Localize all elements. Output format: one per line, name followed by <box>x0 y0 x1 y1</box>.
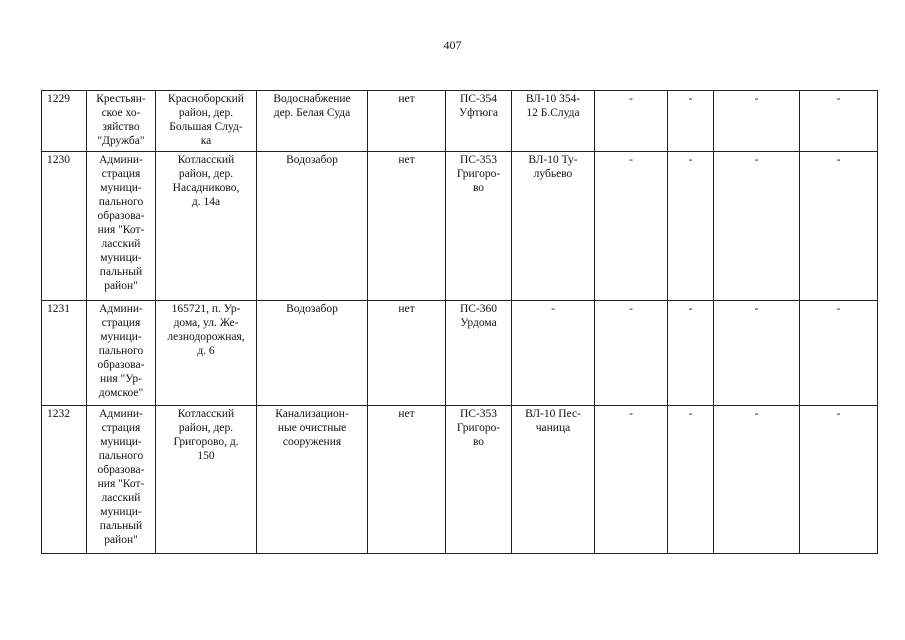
value-cell: - <box>595 152 668 301</box>
flag-cell: нет <box>368 301 446 406</box>
power-line-cell: ВЛ-10 Ту- лубьево <box>512 152 595 301</box>
substation-cell: ПС-354 Уфтюга <box>446 91 512 152</box>
owner-cell: Админи- страция муници- пального образова- ния "Кот- ласский муници- пальный район" <box>87 152 156 301</box>
value-cell: - <box>595 406 668 554</box>
value-cell: - <box>714 152 800 301</box>
row-number: 1230 <box>42 152 87 301</box>
address-cell: Котласский район, дер. Григорово, д. 150 <box>156 406 257 554</box>
value-cell: - <box>714 406 800 554</box>
flag-cell: нет <box>368 152 446 301</box>
value-cell: - <box>800 91 878 152</box>
value-cell: - <box>668 152 714 301</box>
value-cell: - <box>668 301 714 406</box>
flag-cell: нет <box>368 406 446 554</box>
row-number: 1232 <box>42 406 87 554</box>
power-line-cell: - <box>512 301 595 406</box>
substation-cell: ПС-353 Григоро- во <box>446 152 512 301</box>
value-cell: - <box>668 91 714 152</box>
owner-cell: Админи- страция муници- пального образова- ния "Кот- ласский муници- пальный район" <box>87 406 156 554</box>
flag-cell: нет <box>368 91 446 152</box>
object-cell: Водозабор <box>257 152 368 301</box>
value-cell: - <box>800 152 878 301</box>
table-row <box>42 301 878 406</box>
value-cell: - <box>595 301 668 406</box>
owner-cell: Крестьян- ское хо- зяйство "Дружба" <box>87 91 156 152</box>
value-cell: - <box>595 91 668 152</box>
row-number: 1229 <box>42 91 87 152</box>
table-row <box>42 406 878 554</box>
value-cell: - <box>714 91 800 152</box>
substation-cell: ПС-360 Урдома <box>446 301 512 406</box>
row-number: 1231 <box>42 301 87 406</box>
object-cell: Водоснабжение дер. Белая Суда <box>257 91 368 152</box>
address-cell: Красноборский район, дер. Большая Слуд- ка <box>156 91 257 152</box>
object-cell: Канализацион- ные очистные сооружения <box>257 406 368 554</box>
page-number: 407 <box>443 38 462 52</box>
substation-cell: ПС-353 Григоро- во <box>446 406 512 554</box>
registry-table <box>41 90 878 554</box>
object-cell: Водозабор <box>257 301 368 406</box>
power-line-cell: ВЛ-10 354- 12 Б.Слуда <box>512 91 595 152</box>
value-cell: - <box>714 301 800 406</box>
table-row <box>42 91 878 152</box>
address-cell: Котласский район, дер. Насадниково, д. 14а <box>156 152 257 301</box>
table-row <box>42 152 878 301</box>
power-line-cell: ВЛ-10 Пес- чаница <box>512 406 595 554</box>
owner-cell: Админи- страция муници- пального образова- ния "Ур- домское" <box>87 301 156 406</box>
value-cell: - <box>668 406 714 554</box>
address-cell: 165721, п. Ур- дома, ул. Же- лезнодорожная, д. 6 <box>156 301 257 406</box>
value-cell: - <box>800 406 878 554</box>
value-cell: - <box>800 301 878 406</box>
